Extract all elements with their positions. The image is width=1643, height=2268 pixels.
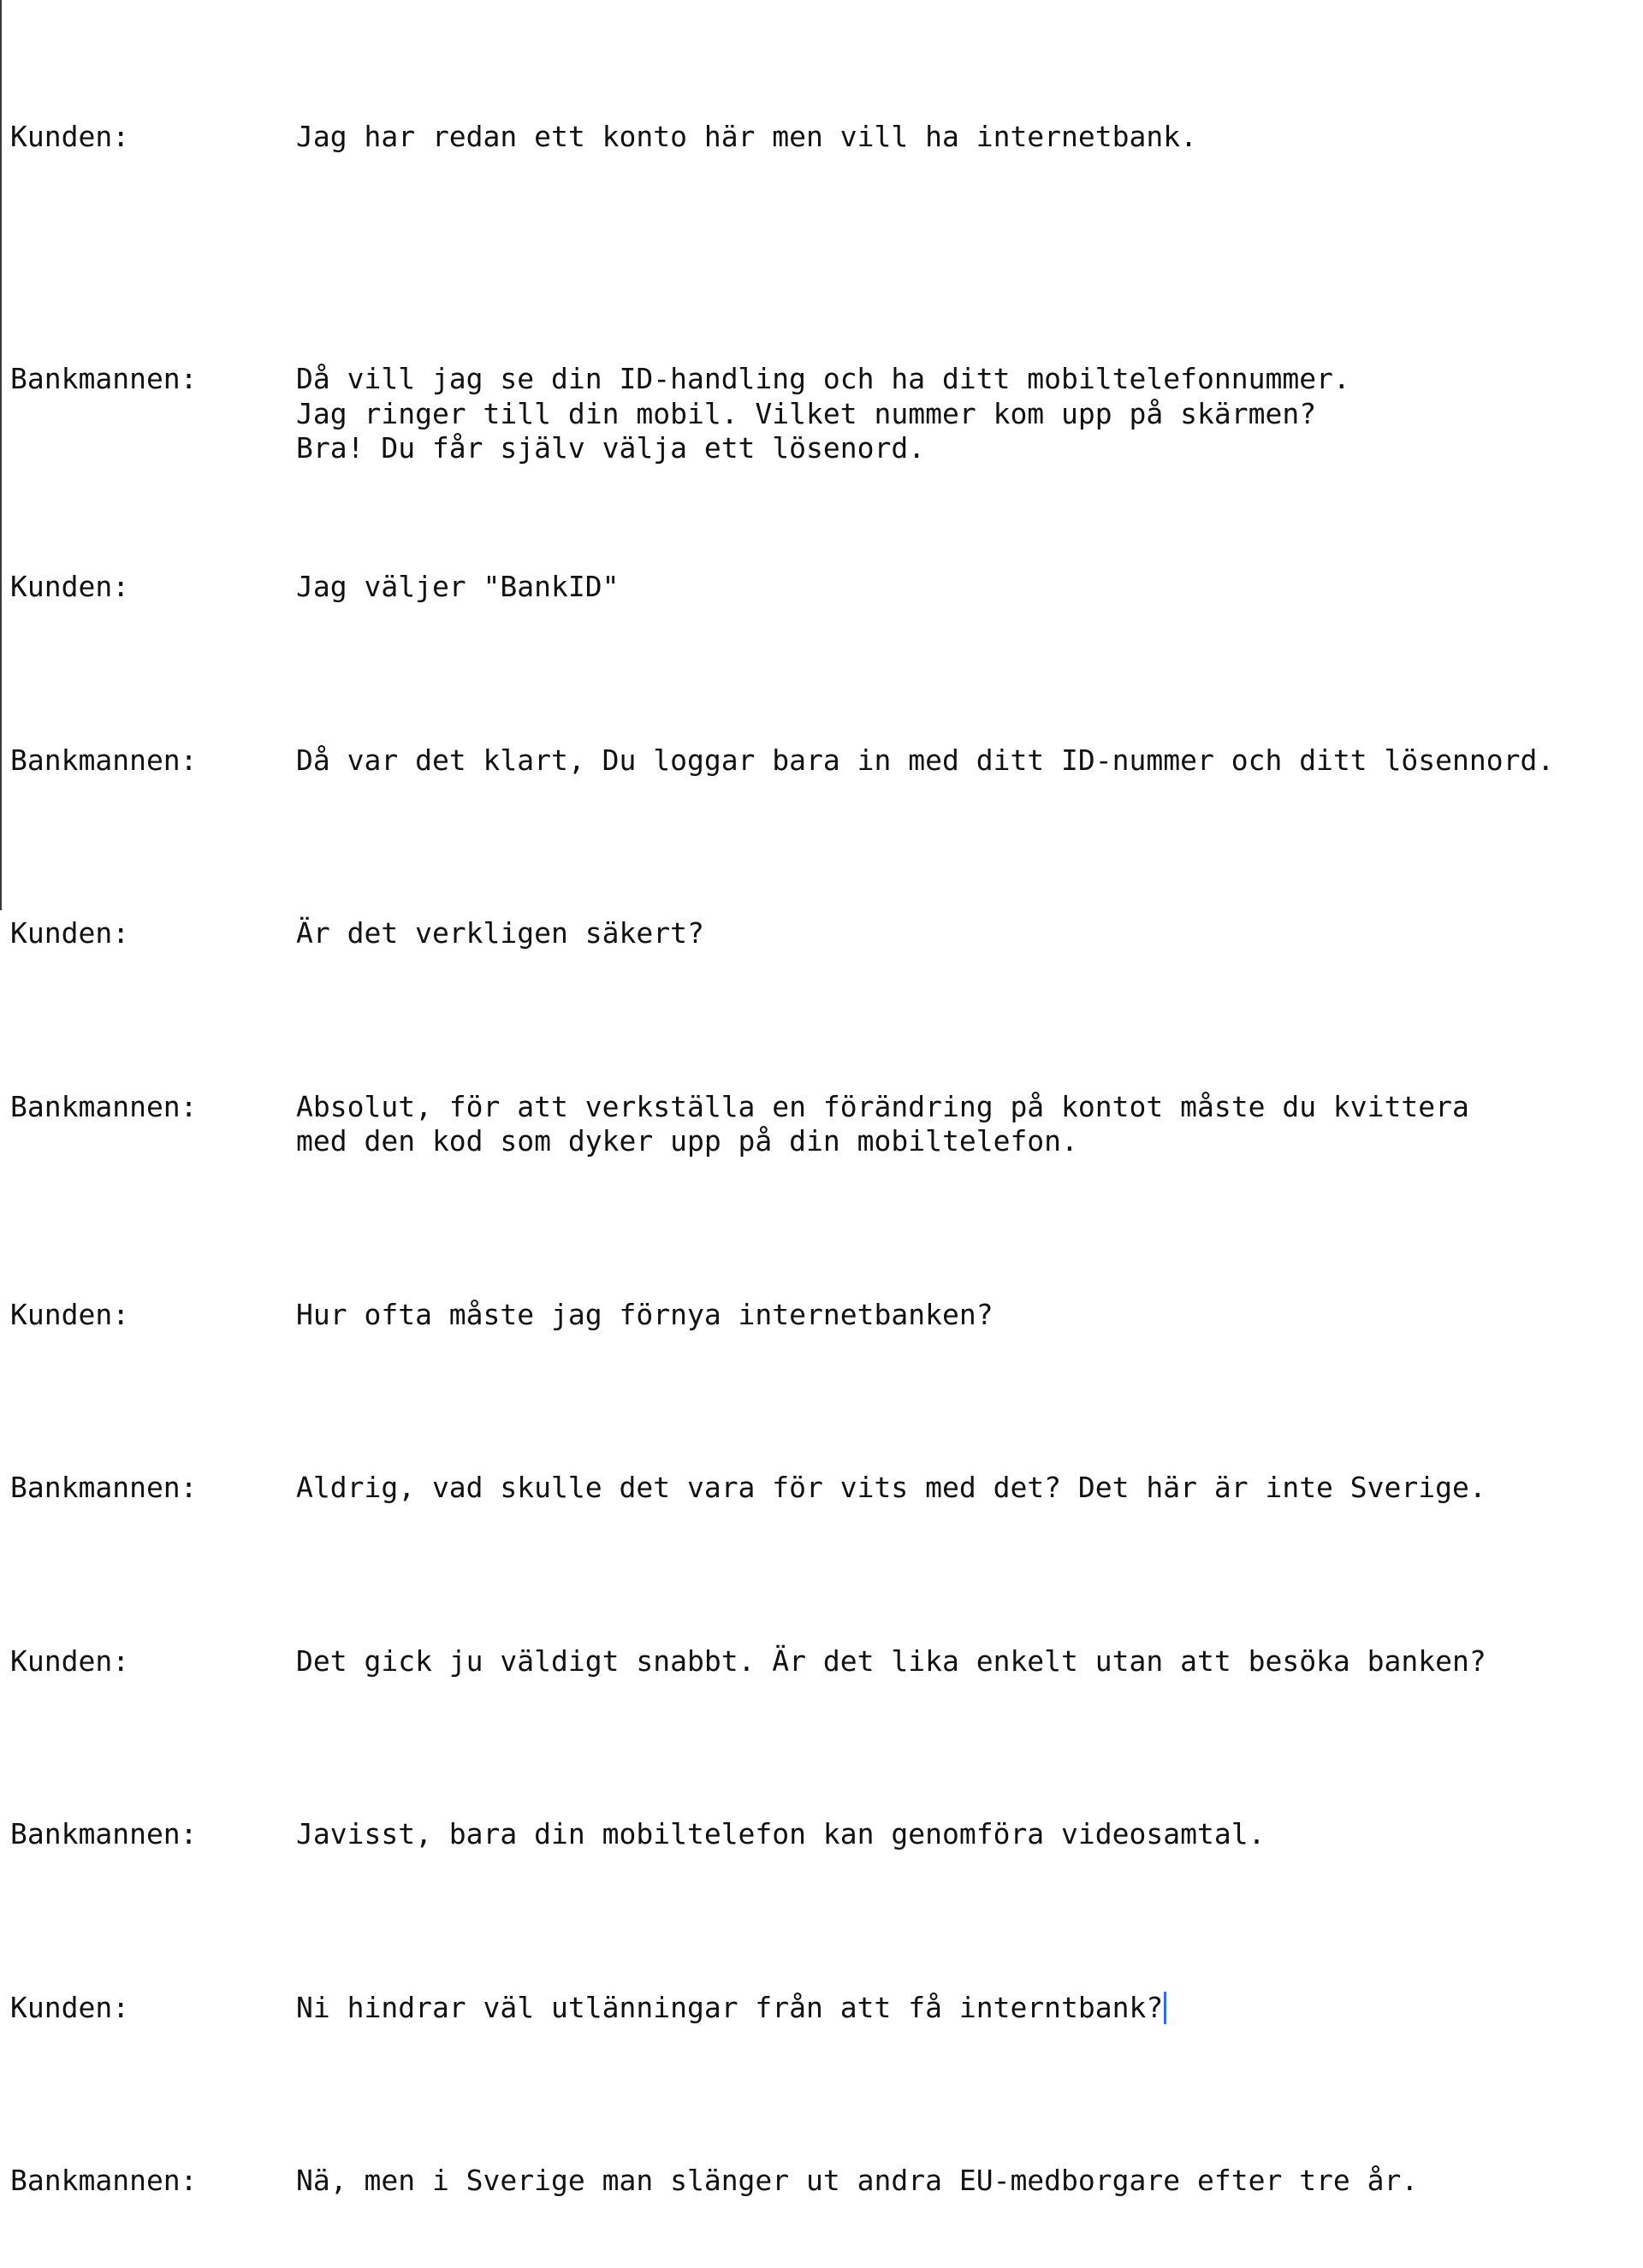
dialogue-line: Jag ringer till din mobil. Vilket nummer kom upp på skärmen? [296, 396, 1317, 430]
speaker-label: Bankmannen: [10, 362, 198, 395]
dialogue-lines [296, 1817, 1265, 1852]
dialogue-entry [10, 1817, 1628, 1852]
speaker-label: Kunden: [10, 1990, 130, 2024]
dialogue-line: Absolut, för att verkställa en förändring på kontot måste du kvittera [296, 1089, 1469, 1123]
blank-line [10, 223, 1628, 258]
dialogue-lines [296, 1090, 1469, 1159]
dialogue-lines [296, 1471, 1486, 1506]
dialogue-line: Nä, men i Sverige man slänger ut andra EU-medborgare efter tre år. [296, 2164, 1419, 2197]
dialogue-line: Javisst, bara din mobiltelefon kan genomföra videosamtal. [296, 1817, 1266, 1851]
dialogue-entry [10, 570, 1628, 605]
dialogue-line-with-caret [296, 1991, 1166, 2026]
text-cursor-caret [1164, 1992, 1166, 2024]
dialogue-line: Då vill jag se din ID-handling och ha ditt mobiltelefonnummer. [296, 362, 1350, 395]
speaker-label: Kunden: [10, 1643, 130, 1678]
speaker-label: Kunden: [10, 119, 130, 153]
dialogue-lines [296, 120, 1197, 155]
text-document[interactable] [10, 15, 1628, 2268]
dialogue-lines [296, 1991, 1166, 2026]
dialogue-lines [296, 743, 1554, 779]
dialogue-line: Är det verkligen säkert? [296, 916, 704, 950]
dialogue-line-text: Ni hindrar väl utlänningar från att få interntbank? [296, 1990, 1164, 2024]
window-left-edge [0, 0, 2, 910]
dialogue-lines [296, 362, 1350, 466]
dialogue-entry [10, 916, 1628, 951]
dialogue-line: Bra! Du får själv välja ett lösenord. [296, 431, 926, 465]
dialogue-entry [10, 1471, 1628, 1506]
dialogue-lines [296, 916, 704, 951]
speaker-label: Kunden: [10, 570, 130, 603]
dialogue-lines [296, 2164, 1418, 2199]
dialogue-entry [10, 1644, 1628, 1679]
dialogue-line: med den kod som dyker upp på din mobiltelefon. [296, 1124, 1078, 1158]
speaker-label: Bankmannen: [10, 1471, 198, 1504]
speaker-label: Bankmannen: [10, 2164, 198, 2197]
speaker-label: Bankmannen: [10, 743, 198, 777]
dialogue-lines [296, 1298, 994, 1333]
dialogue-line: Då var det klart, Du loggar bara in med ditt ID-nummer och ditt lösennord. [296, 743, 1555, 777]
dialogue-line: Aldrig, vad skulle det vara för vits med det? Det här är inte Sverige. [296, 1471, 1486, 1504]
dialogue-lines [296, 1644, 1486, 1679]
dialogue-line: Jag har redan ett konto här men vill ha internetbank. [296, 119, 1197, 153]
speaker-label: Bankmannen: [10, 1089, 198, 1123]
dialogue-lines [296, 570, 620, 605]
dialogue-entry [10, 362, 1628, 466]
dialogue-line: Det gick ju väldigt snabbt. Är det lika enkelt utan att besöka banken? [296, 1643, 1486, 1678]
speaker-label: Kunden: [10, 916, 130, 950]
dialogue-entry [10, 1090, 1628, 1159]
dialogue-entry [10, 2164, 1628, 2199]
dialogue-line: Hur ofta måste jag förnya internetbanken? [296, 1297, 994, 1331]
speaker-label: Kunden: [10, 1297, 130, 1331]
dialogue-entry [10, 1298, 1628, 1333]
dialogue-entry [10, 743, 1628, 779]
dialogue-line: Jag väljer "BankID" [296, 570, 620, 603]
dialogue-entry [10, 1991, 1628, 2026]
speaker-label: Bankmannen: [10, 1817, 198, 1851]
dialogue-entry [10, 120, 1628, 155]
